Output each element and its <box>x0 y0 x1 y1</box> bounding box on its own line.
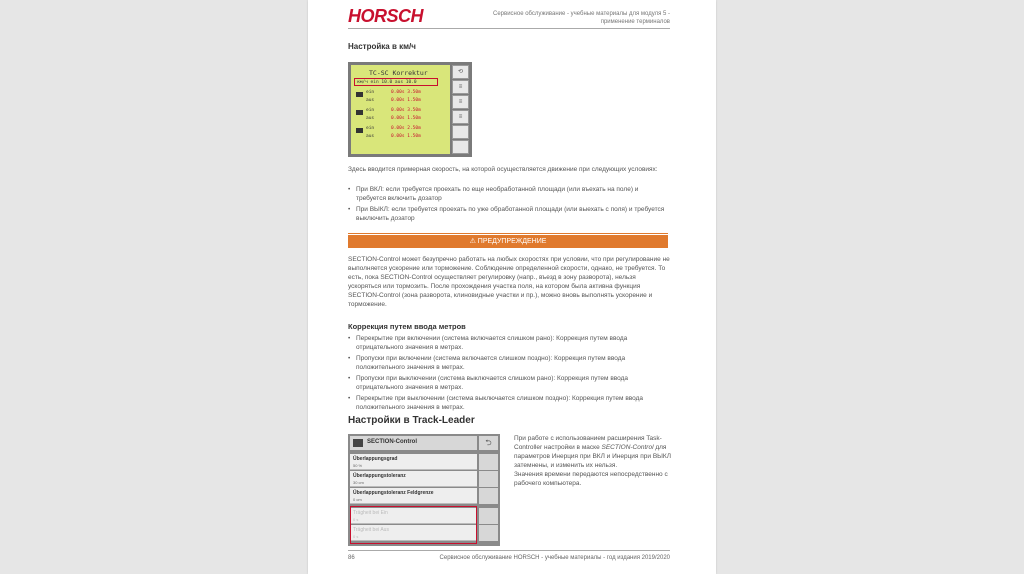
note-text-part3: Значения времени передаются непосредственно с рабочего компьютера. <box>514 471 668 487</box>
row-label: ein <box>366 126 375 131</box>
setting-row-overlap-degree[interactable] <box>350 454 477 470</box>
warning-banner <box>348 235 668 248</box>
softkey-back-icon[interactable]: ⟲ <box>452 65 469 79</box>
header-title-line1: Сервисное обслуживание - учебные материалы для модуля 5 - <box>493 11 670 17</box>
row-label: aus <box>366 116 375 121</box>
row-value: 0.00s 1.50m <box>391 134 421 139</box>
setting-value: 50 % <box>353 463 363 468</box>
terminal-title: TC-SC Korrektur <box>369 69 428 77</box>
setting-value: 0 s <box>353 534 359 539</box>
intro-paragraph: Здесь вводится примерная скорость, на которой осуществляется движение при следующих условиях: <box>348 166 658 173</box>
list-item: • При ВКЛ: если требуется проехать по еще необработанной площади (или въехать на поле) и требуется включить дозатор <box>348 185 668 203</box>
setting-title: Überlappungsgrad <box>353 456 398 462</box>
terminal-softkeys <box>452 65 469 154</box>
section-control-header <box>350 436 477 450</box>
softkey-blank[interactable] <box>479 454 498 470</box>
setting-title: Trägheit bei Ein <box>353 510 388 516</box>
section-control-icon <box>353 439 363 447</box>
speed-row: км/ч ein 10.0 aus 10.0 <box>357 80 417 85</box>
softkey-blank[interactable] <box>479 471 498 487</box>
row-value: 0.00s 1.50m <box>391 116 421 121</box>
row-value: 0.00s 1.50m <box>391 98 421 103</box>
setting-title: Trägheit bei Aus <box>353 527 389 533</box>
softkey-blank[interactable] <box>452 140 469 154</box>
horsch-logo: HORSCH <box>348 6 424 26</box>
disabled-rows-highlight <box>350 506 477 544</box>
setting-title: Überlappungstoleranz <box>353 473 406 479</box>
list-item: • Перекрытие при включении (система включается слишком рано): Коррекция путем ввода отрицательного значения в метрах. <box>348 334 670 352</box>
softkey-blank[interactable] <box>452 125 469 139</box>
note-text-part2: для параметров Инерция при ВКЛ и Инерция при ВЫКЛ затемнены, и изменить их нельзя. <box>514 444 671 469</box>
row-label: ein <box>366 90 375 95</box>
softkey-seed-icon[interactable]: ≡ <box>452 110 469 124</box>
footer-divider <box>348 550 670 551</box>
terminal-display <box>351 65 450 154</box>
section-icon <box>356 128 363 133</box>
setting-title: Überlappungstoleranz Feldgrenze <box>353 490 434 496</box>
header-title-line2: применение терминалов <box>600 19 670 25</box>
softkey-seed-icon[interactable]: ≡ <box>452 80 469 94</box>
warning-top-rule <box>348 233 668 234</box>
softkey-blank[interactable] <box>479 525 498 541</box>
document-page <box>308 0 716 574</box>
row-value: 0.00s 2.50m <box>391 126 421 131</box>
setting-row-field-boundary-tolerance[interactable] <box>350 488 477 504</box>
section-icon <box>356 110 363 115</box>
softkey-blank[interactable] <box>479 508 498 524</box>
heading-meter-correction: Коррекция путем ввода метров <box>348 322 466 331</box>
setting-value: 0 cm <box>353 497 362 502</box>
page-number: 86 <box>348 555 355 561</box>
terminal-screenshot-correction <box>348 62 472 157</box>
footer-text: Сервисное обслуживание HORSCH - учебные материалы - год издания 2019/2020 <box>439 555 670 561</box>
warning-text: SECTION-Control может безупречно работать на любых скоростях при условии, что при регулирование не выполняется ускорение или торможение. Соблюдение определенной скорости, однако, не требуется. То есть, пока SECTION-Control осуществляет регулировку (напр., въезд в зону разворота), нельзя ускоряться или тормозить. После прохождения участка поля, на котором была активна функция SECTION-Control (зона разворота, клиновидные участки и пр.), можно вновь выполнять ускорение и торможение. <box>348 256 670 308</box>
setting-value: 30 cm <box>353 480 364 485</box>
terminal-screenshot-section-control <box>348 434 500 546</box>
list-item: • При ВЫКЛ: если требуется проехать по уже обработанной площади (или выехать с поля) и требуется выключить дозатор <box>348 205 668 223</box>
row-label: aus <box>366 98 375 103</box>
row-value: 0.00s 3.50m <box>391 90 421 95</box>
section-control-title: SECTION-Control <box>367 439 417 445</box>
note-text-part1: При работе с использованием расширения Task-Controller настройки в маске <box>514 435 662 451</box>
softkey-blank[interactable] <box>479 488 498 504</box>
warning-label: ПРЕДУПРЕЖДЕНИЕ <box>477 238 547 245</box>
track-leader-note <box>514 434 674 488</box>
softkey-seed-icon[interactable]: ≡ <box>452 95 469 109</box>
row-label: ein <box>366 108 375 113</box>
list-item: • Пропуски при включении (система включается слишком поздно): Коррекция путем ввода положительного значения в метрах. <box>348 354 670 372</box>
list-item: • Перекрытие при выключении (система выключается слишком поздно): Коррекция путем ввода положительного значения в метрах. <box>348 394 670 412</box>
row-label: aus <box>366 134 375 139</box>
meter-correction-list <box>348 334 670 414</box>
back-arrow-icon[interactable]: ⮌ <box>479 436 498 450</box>
header-divider <box>348 28 670 29</box>
list-item: • Пропуски при выключении (система выключается слишком рано): Коррекция путем ввода отрицательного значения в метрах. <box>348 374 670 392</box>
section-icon <box>356 92 363 97</box>
heading-track-leader: Настройки в Track-Leader <box>348 415 475 426</box>
setting-value: 0 s <box>353 517 359 522</box>
warning-triangle-icon: ⚠ <box>469 238 478 245</box>
header-title <box>493 10 670 26</box>
note-text-italic: SECTION-Control <box>601 444 654 451</box>
speed-conditions-list <box>348 185 668 225</box>
setting-row-overlap-tolerance[interactable] <box>350 471 477 487</box>
row-value: 0.00s 3.50m <box>391 108 421 113</box>
heading-kmh-setting: Настройка в км/ч <box>348 42 416 51</box>
